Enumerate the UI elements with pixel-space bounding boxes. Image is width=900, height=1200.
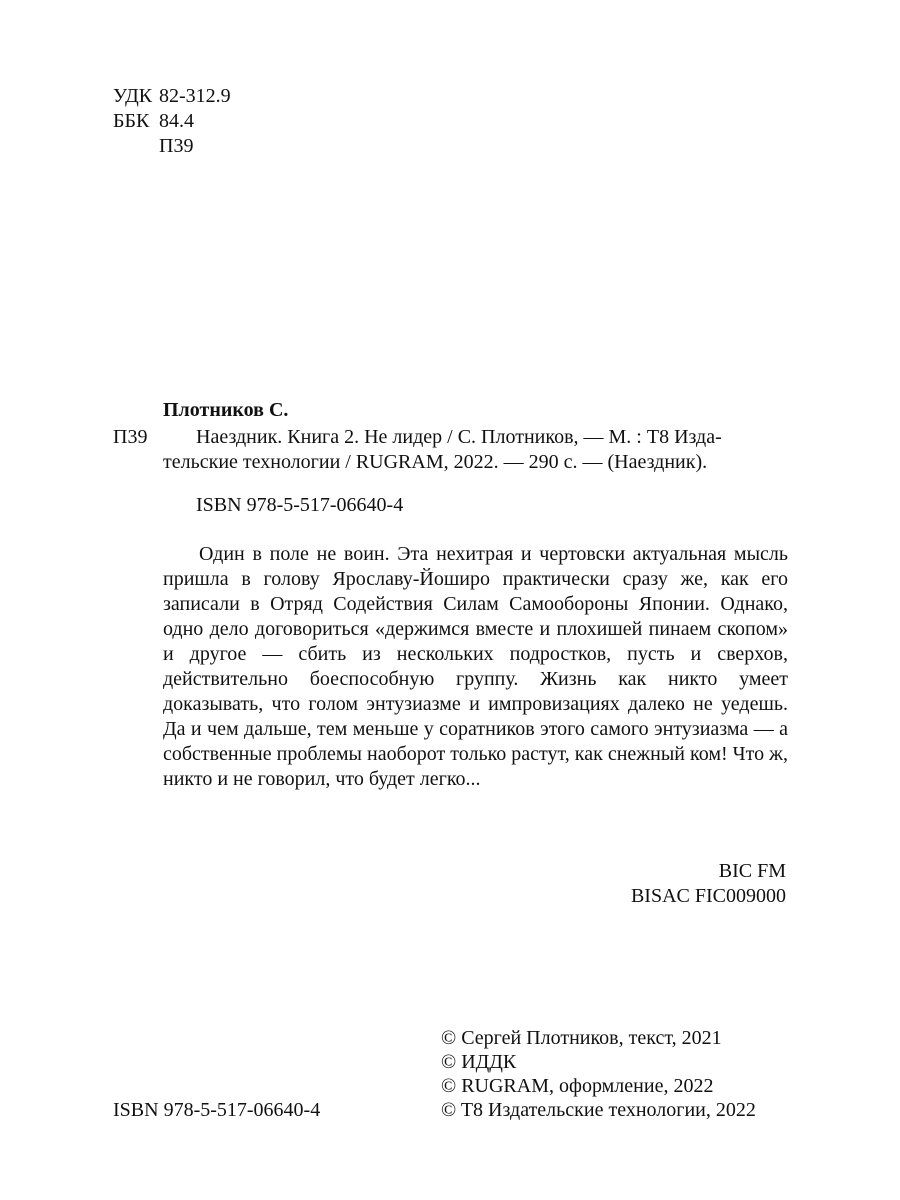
udk-label: УДК xyxy=(113,85,153,107)
bbk-line xyxy=(113,109,194,134)
bbk-value: 84.4 xyxy=(159,110,194,132)
author-mark-top: П39 xyxy=(159,135,194,157)
bbk-label: ББК xyxy=(113,110,150,132)
annotation-text: Один в поле не воин. Эта нехитрая и чертовски актуальная мысль пришла в голову Ярославу-Йоширо практически сразу же, как его записали в Отряд Содействия Силам Самообороны Японии. Однако, одно дело договориться «держимся вместе и плохишей пинаем скопом» и другое — сбить из нескольких подростков, пусть и сверхов, действительно боеспособную группу. Жизнь как никто умеет доказывать, что голом энтузиазме и импровизациях далеко не уедешь. Да и чем дальше, тем меньше у соратников этого самого энтузиазма — а собственные проблемы наоборот только растут, как снежный ком! Что ж, никто и не говорил, что будет легко... xyxy=(163,543,788,790)
bisac-code: BISAC FIC009000 xyxy=(630,885,786,907)
udk-value: 82-312.9 xyxy=(159,85,231,107)
record-line-1: Наездник. Книга 2. Не лидер / С. Плотников, — М. : T8 Изда- xyxy=(196,426,722,448)
bic-code: BIC FM xyxy=(718,860,786,882)
copyright-text: © Сергей Плотников, текст, 2021 xyxy=(441,1027,722,1049)
author-mark-record: П39 xyxy=(113,426,148,448)
record-line-2: тельские технологии / RUGRAM, 2022. — 290 с. — (Наездник). xyxy=(163,451,708,473)
copyright-iddk: © ИДДК xyxy=(441,1051,517,1073)
record-isbn: ISBN 978-5-517-06640-4 xyxy=(196,494,404,516)
copyright-design: © RUGRAM, оформление, 2022 xyxy=(441,1075,714,1097)
footer-isbn: ISBN 978-5-517-06640-4 xyxy=(113,1099,321,1121)
author-name: Плотников С. xyxy=(163,399,289,421)
copyright-publisher: © T8 Издательские технологии, 2022 xyxy=(441,1099,756,1121)
udk-line xyxy=(113,84,231,109)
